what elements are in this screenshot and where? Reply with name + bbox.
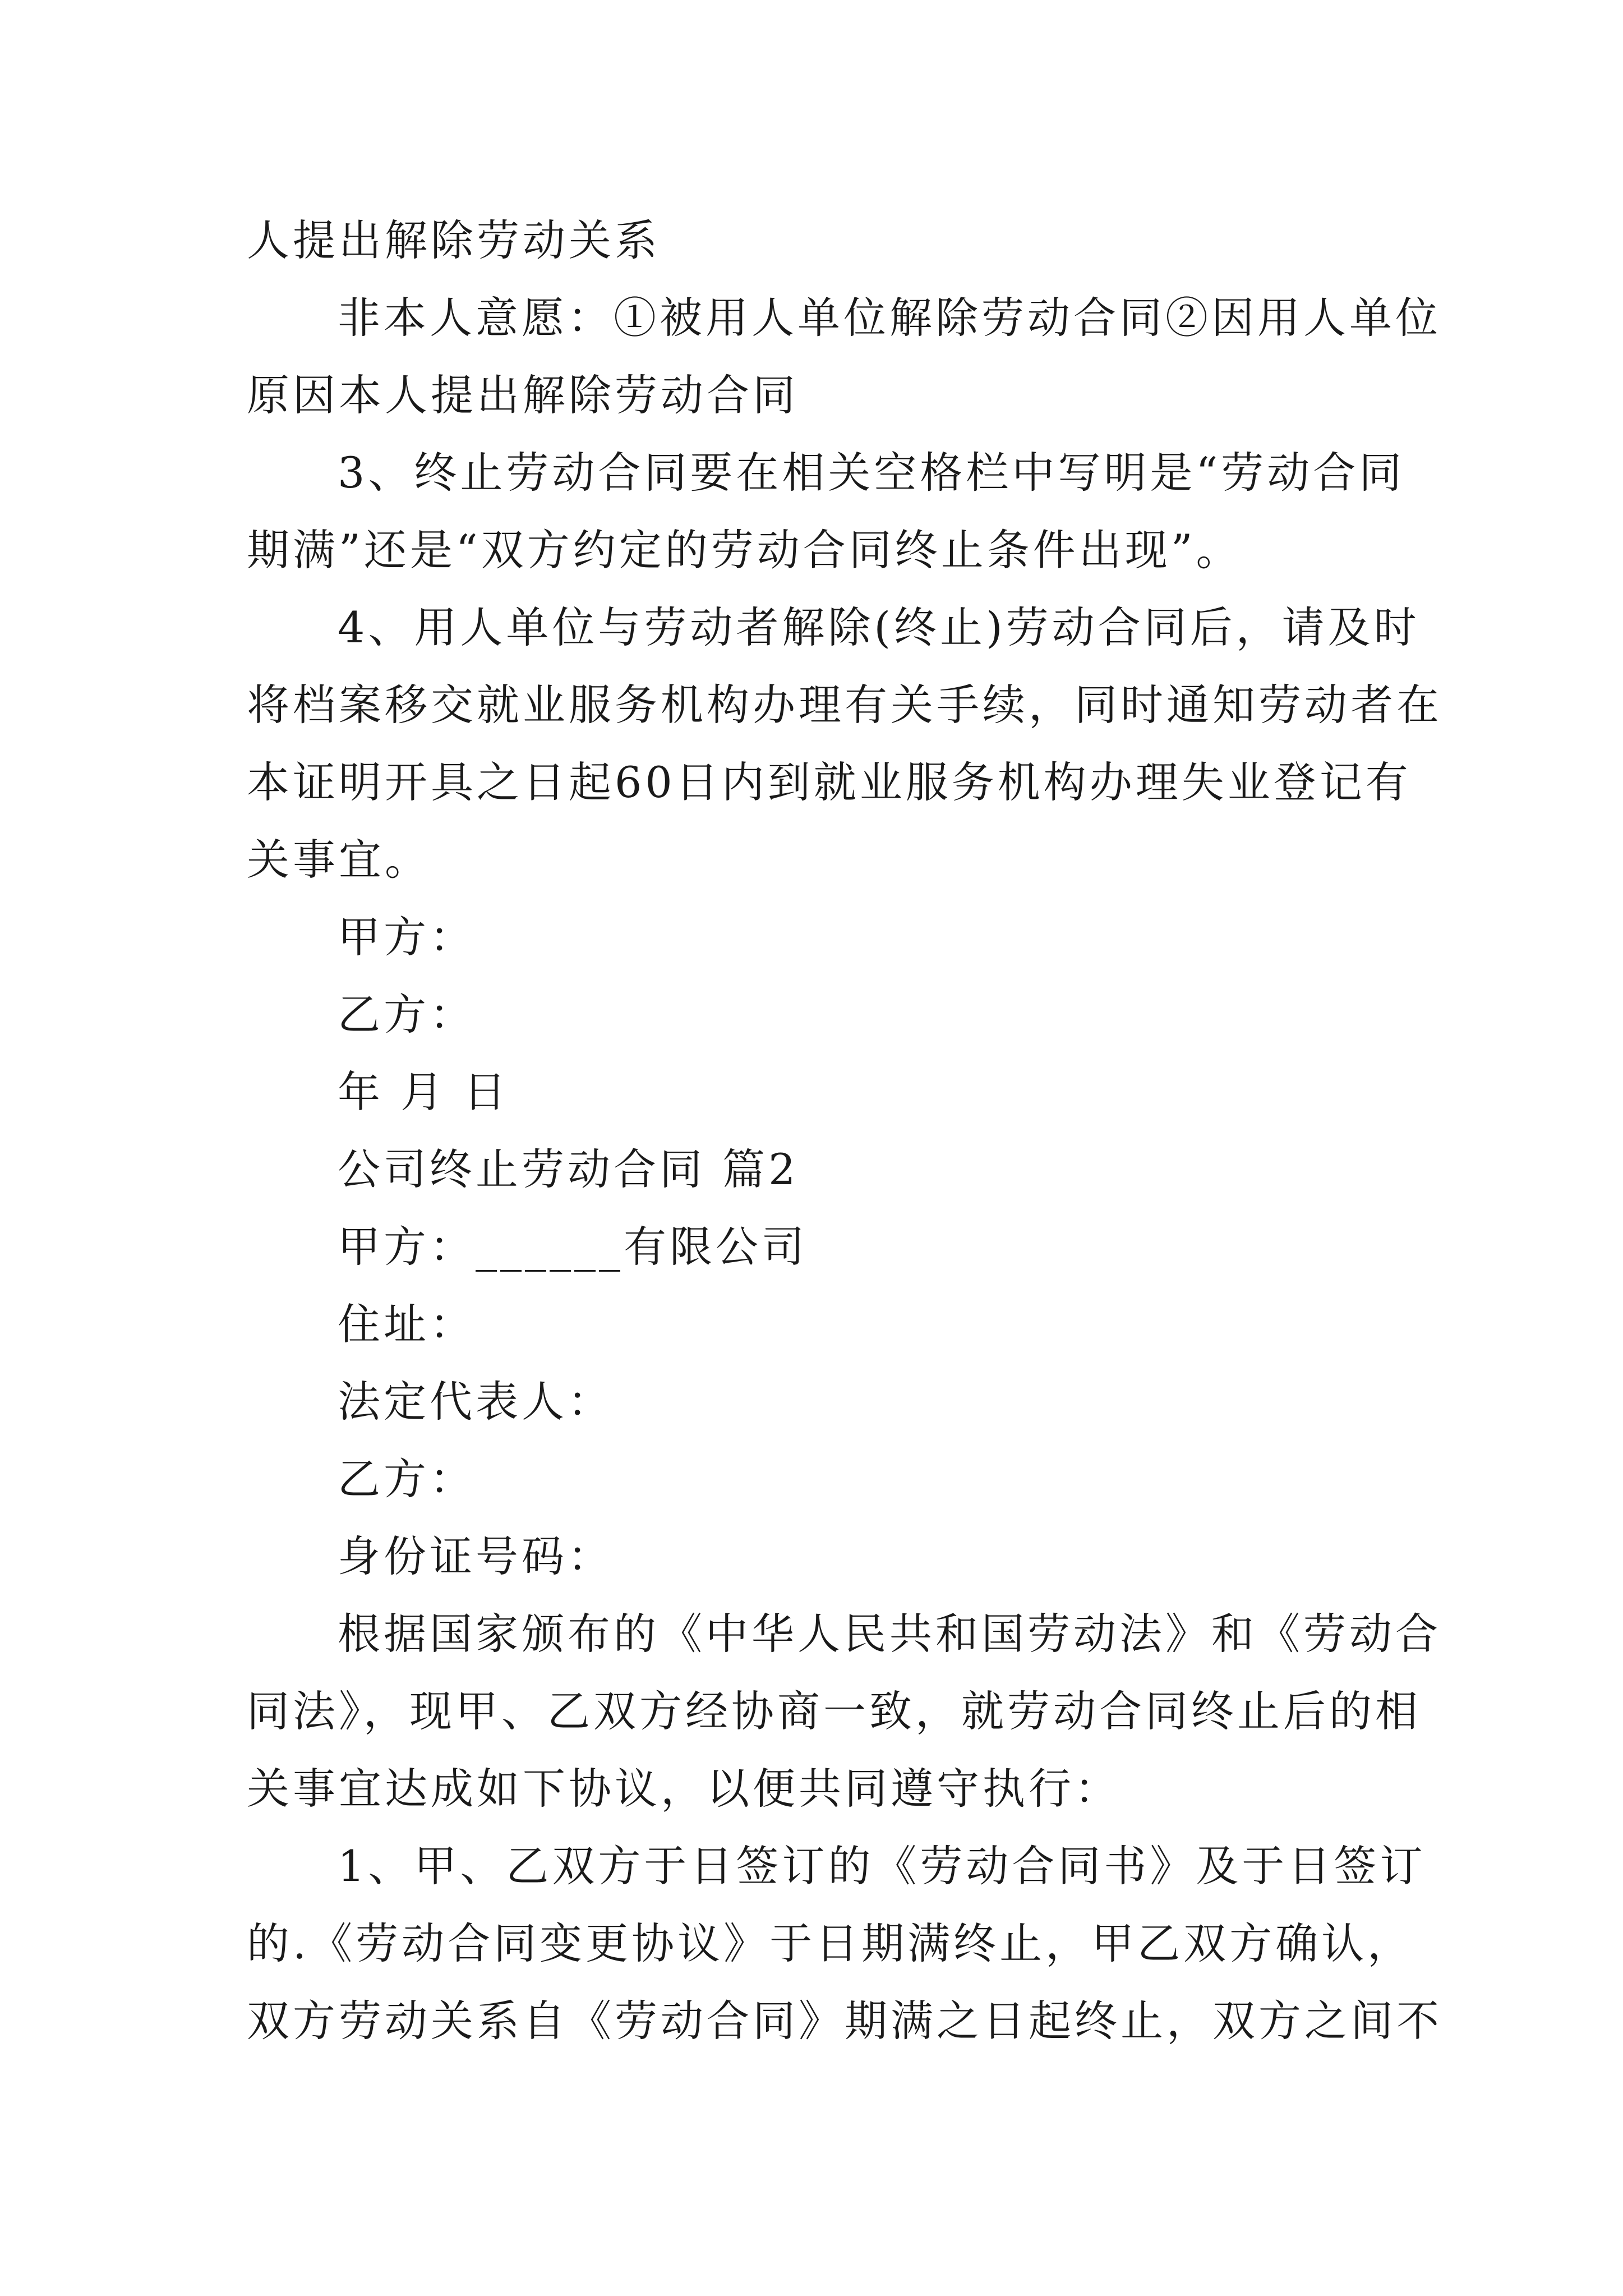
text-line: 本证明开具之日起60日内到就业服务机构办理失业登记有 [247, 757, 1412, 807]
party-a-label: 甲方： [338, 912, 476, 962]
party-b-label: 乙方： [338, 990, 476, 1039]
date-line: 年 月 日 [338, 1067, 510, 1117]
text-line: 同法》，现甲、乙双方经协商一致，就劳动合同终止后的相 [247, 1686, 1421, 1736]
text-line: 将档案移交就业服务机构办理有关手续，同时通知劳动者在 [247, 680, 1442, 730]
text-line: 双方劳动关系自《劳动合同》期满之日起终止，双方之间不 [247, 1996, 1442, 2046]
legal-rep-label: 法定代表人： [338, 1377, 614, 1427]
text-line: 的.《劳动合同变更协议》于日期满终止，甲乙双方确认， [247, 1918, 1414, 1968]
section-heading: 公司终止劳动合同 篇2 [338, 1144, 799, 1194]
text-line: 期满”还是“双方约定的劳动合同终止条件出现”。 [247, 525, 1242, 575]
party-a-company: 甲方：______有限公司 [338, 1222, 808, 1272]
text-line: 人提出解除劳动关系 [247, 215, 661, 265]
id-number-label: 身份证号码： [338, 1531, 614, 1581]
text-line: 原因本人提出解除劳动合同 [247, 370, 799, 420]
document-body [247, 202, 1442, 2060]
text-line: 关事宜。 [247, 835, 431, 885]
text-line: 关事宜达成如下协议，以便共同遵守执行： [247, 1764, 1121, 1814]
text-line: 1、甲、乙双方于日签订的《劳动合同书》及于日签订 [338, 1841, 1426, 1891]
text-line: 3、终止劳动合同要在相关空格栏中写明是“劳动合同 [338, 448, 1405, 498]
address-label: 住址： [338, 1299, 476, 1349]
text-line: 4、用人单位与劳动者解除(终止)劳动合同后，请及时 [338, 602, 1420, 652]
text-line: 非本人意愿：①被用人单位解除劳动合同②因用人单位 [338, 293, 1441, 343]
text-line: 根据国家颁布的《中华人民共和国劳动法》和《劳动合 [338, 1609, 1441, 1659]
party-b-label: 乙方： [338, 1454, 476, 1504]
